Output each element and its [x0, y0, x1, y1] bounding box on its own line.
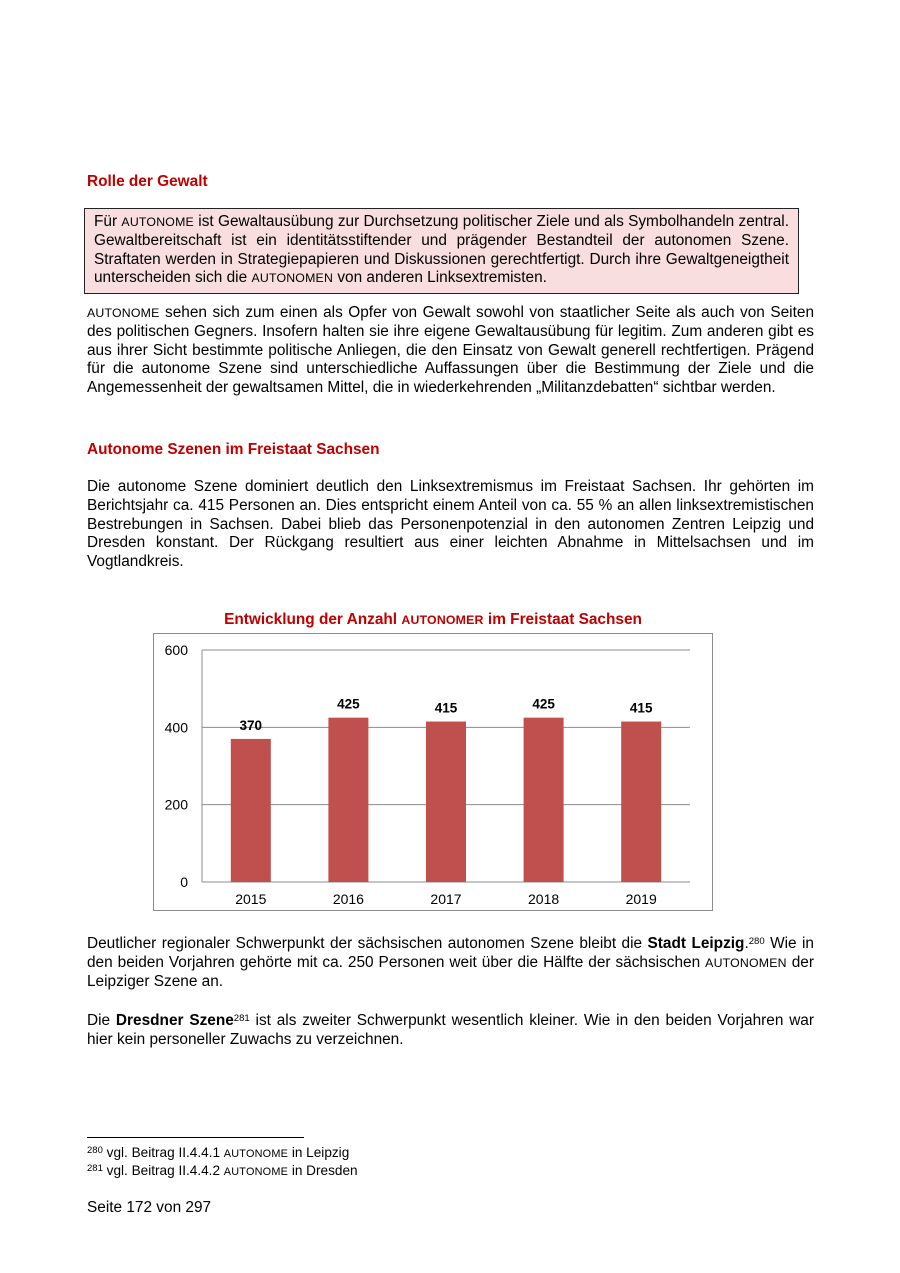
section-heading-rolle-der-gewalt: Rolle der Gewalt [87, 173, 208, 190]
x-tick-label: 2019 [625, 891, 657, 907]
data-label: 425 [532, 696, 555, 712]
bar [231, 739, 271, 882]
bar [328, 718, 368, 882]
y-tick-label: 400 [164, 719, 188, 736]
bar [621, 722, 661, 882]
footnote-divider [87, 1137, 304, 1138]
bar-chart [153, 633, 713, 911]
section-heading-autonome-szenen: Autonome Szenen im Freistaat Sachsen [87, 441, 380, 458]
x-tick-label: 2016 [332, 891, 364, 907]
paragraph-gewalt: AUTONOME sehen sich zum einen als Opfer von Gewalt sowohl von staatlicher Seite als auch von Seiten des politischen Gegners. Insofern halten sie ihre eigene Gewaltausübung für legitim. Zum anderen gibt es aus ihrer Sicht bestimmte politische Anliegen, die den Einsatz von Gewalt generell rechtfertigen. Prägend für die autonome Szene sind unterschiedliche Auffassungen über die Bestimmung der Ziele und die Angemessenheit der gewaltsamen Mittel, die in wiederkehrenden „Militanzdebatten“ sichtbar werden. [87, 304, 814, 397]
term-autonomen: AUTONOMEN [705, 955, 787, 970]
paragraph-leipzig: Deutlicher regionaler Schwerpunkt der sächsischen autonomen Szene bleibt die Stadt Leipzig.$^{280}$ Wie in den beiden Vorjahren gehörte mit ca. 250 Personen weit über die Hälfte der sächsischen AUTONOMEN der Leipziger Szene an. [87, 935, 814, 990]
data-label: 415 [434, 700, 458, 716]
bar [426, 722, 466, 882]
term-autonome: AUTONOME [87, 306, 160, 320]
chart-title-term: AUTONOMER [401, 613, 484, 627]
chart-plot [154, 634, 712, 910]
footnote-281: $^{281}$ vgl. Beitrag II.4.4.2 AUTONOME in Dresden [87, 1163, 358, 1178]
term-autonome: AUTONOME [121, 215, 194, 229]
bold-dresdner-szene: Dresdner Szene [115, 1012, 234, 1029]
term-autonomen: AUTONOMEN [251, 271, 334, 286]
x-tick-label: 2017 [430, 891, 462, 907]
x-tick-label: 2018 [528, 891, 560, 907]
summary-box [84, 208, 799, 294]
bar [524, 718, 564, 882]
y-tick-label: 200 [164, 796, 188, 813]
data-label: 370 [239, 717, 263, 733]
page-number: Seite 172 von 297 [87, 1199, 212, 1216]
y-tick-label: 0 [180, 874, 188, 890]
bold-stadt-leipzig: Stadt Leipzig [647, 935, 745, 952]
summary-text: Für AUTONOME ist Gewaltausübung zur Durchsetzung politischer Ziele und als Symbolhandeln zentral. Gewaltbereitschaft ist ein identitätsstiftender und prägender Bestandteil der autonomen Szene. Straftaten werden in Strategiepapieren und Diskussionen gerechtfertigt. Durch ihre Gewaltgeneigtheit unterscheiden sich die AUTONOMEN von anderen Linksextremisten. [94, 213, 789, 287]
data-label: 425 [337, 696, 360, 712]
footnote-280: $^{280}$ vgl. Beitrag II.4.4.1 AUTONOME in Leipzig [87, 1145, 350, 1160]
x-tick-label: 2015 [235, 891, 267, 907]
chart-title: Entwicklung der Anzahl AUTONOMER im Freistaat Sachsen [224, 611, 642, 628]
data-label: 415 [629, 700, 653, 716]
paragraph-dresden: Die Dresdner Szene$^{281}$ ist als zweiter Schwerpunkt wesentlich kleiner. Wie in den beiden Vorjahren war hier kein personeller Zuwachs zu verzeichnen. [87, 1012, 814, 1048]
footnote-ref-280: 280 [748, 936, 765, 947]
y-tick-label: 600 [164, 642, 188, 658]
footnote-ref-281: 281 [233, 1013, 250, 1024]
paragraph-szenen: Die autonome Szene dominiert deutlich den Linksextremismus im Freistaat Sachsen. Ihr gehörten im Berichtsjahr ca. 415 Personen an. Dies entspricht einem Anteil von ca. 55 % an allen linksextremistischen Bestrebungen in Sachsen. Dabei blieb das Personenpotenzial in den autonomen Zentren Leipzig und Dresden konstant. Der Rückgang resultiert aus einer leichten Abnahme in Mittelsachsen und im Vogtlandkreis. [87, 478, 814, 571]
